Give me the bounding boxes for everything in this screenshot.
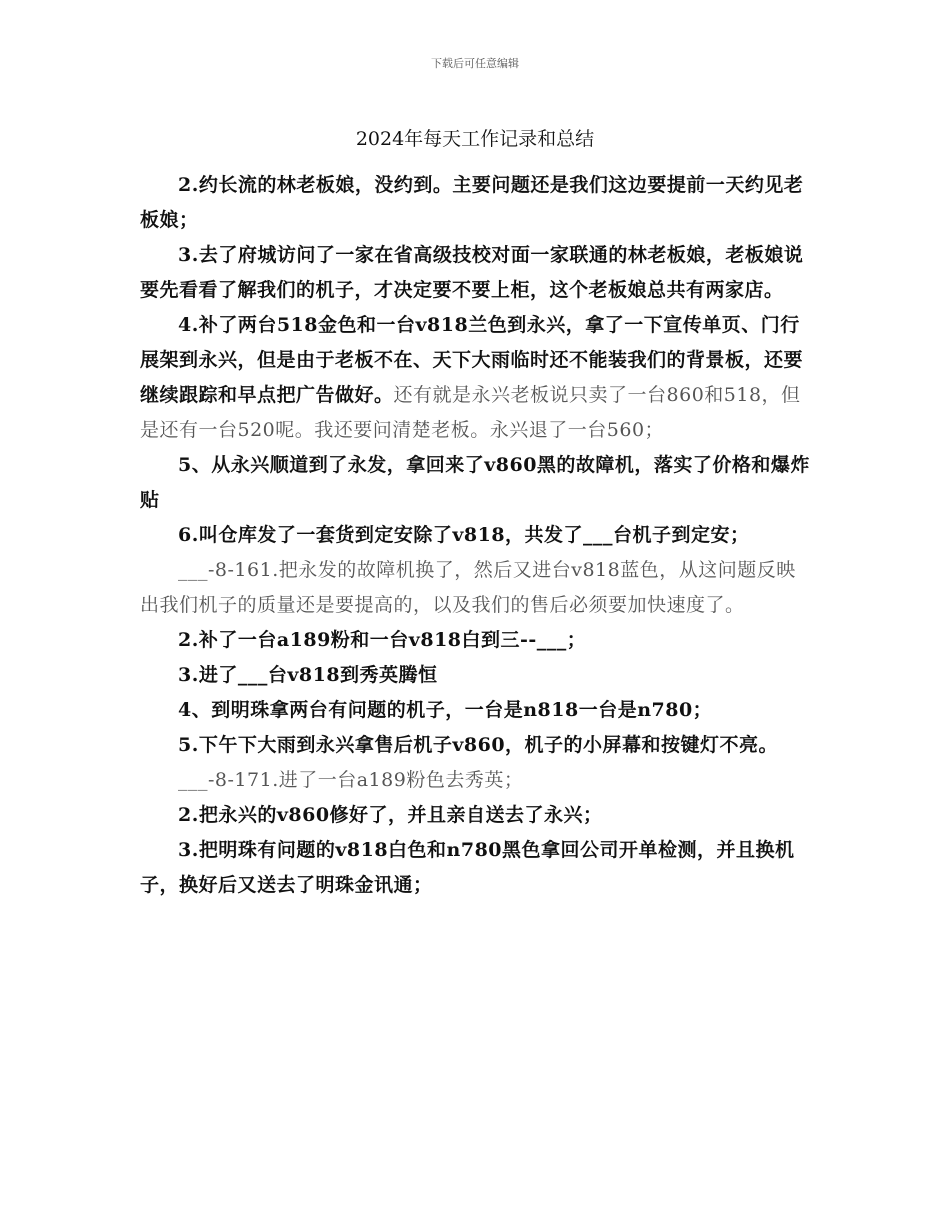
- paragraph: 6.叫仓库发了一套货到定安除了v818，共发了___台机子到定安；: [178, 524, 750, 546]
- paragraph: 4、到明珠拿两台有问题的机子，一台是n818一台是n780；: [178, 699, 713, 721]
- paragraph: 3.把明珠有问题的v818白色和n780黑色拿回公司开单检测，并且换机子，换好后又送去了明珠金讯通；: [140, 839, 795, 896]
- paragraph: ___-8-171.进了一台a189粉色去秀英；: [178, 769, 524, 791]
- paragraph: 3.去了府城访问了一家在省高级技校对面一家联通的林老板娘，老板娘说要先看看了解我们的机子，才决定要不要上柜，这个老板娘总共有两家店。: [140, 244, 804, 301]
- paragraph: 2.把永兴的v860修好了，并且亲自送去了永兴；: [178, 804, 603, 826]
- paragraph: 5.下午下大雨到永兴拿售后机子v860，机子的小屏幕和按键灯不亮。: [178, 734, 779, 756]
- header-note: 下载后可任意编辑: [431, 57, 519, 70]
- paragraph: 5、从永兴顺道到了永发，拿回来了v860黑的故障机，落实了价格和爆炸贴: [140, 454, 810, 511]
- document-title: 2024年每天工作记录和总结: [355, 128, 595, 150]
- document-body: [140, 168, 812, 903]
- paragraph: 2.约长流的林老板娘，没约到。主要问题还是我们这边要提前一天约见老板娘；: [140, 174, 804, 231]
- paragraph: 4.补了两台518金色和一台v818兰色到永兴，拿了一下宣传单页、门行展架到永兴，但是由于老板不在、天下大雨临时还不能装我们的背景板，还要继续跟踪和早点把广告做好。还有就是永兴老板说只卖了一台860和518，但是还有一台520呢。我还要问清楚老板。永兴退了一台560；: [140, 314, 804, 441]
- paragraph: 3.进了___台v818到秀英腾恒: [178, 664, 438, 686]
- paragraph: ___-8-161.把永发的故障机换了，然后又进台v818蓝色，从这问题反映出我们机子的质量还是要提高的，以及我们的售后必须要加快速度了。: [140, 559, 796, 616]
- paragraph: 2.补了一台a189粉和一台v818白到三--___；: [178, 629, 587, 651]
